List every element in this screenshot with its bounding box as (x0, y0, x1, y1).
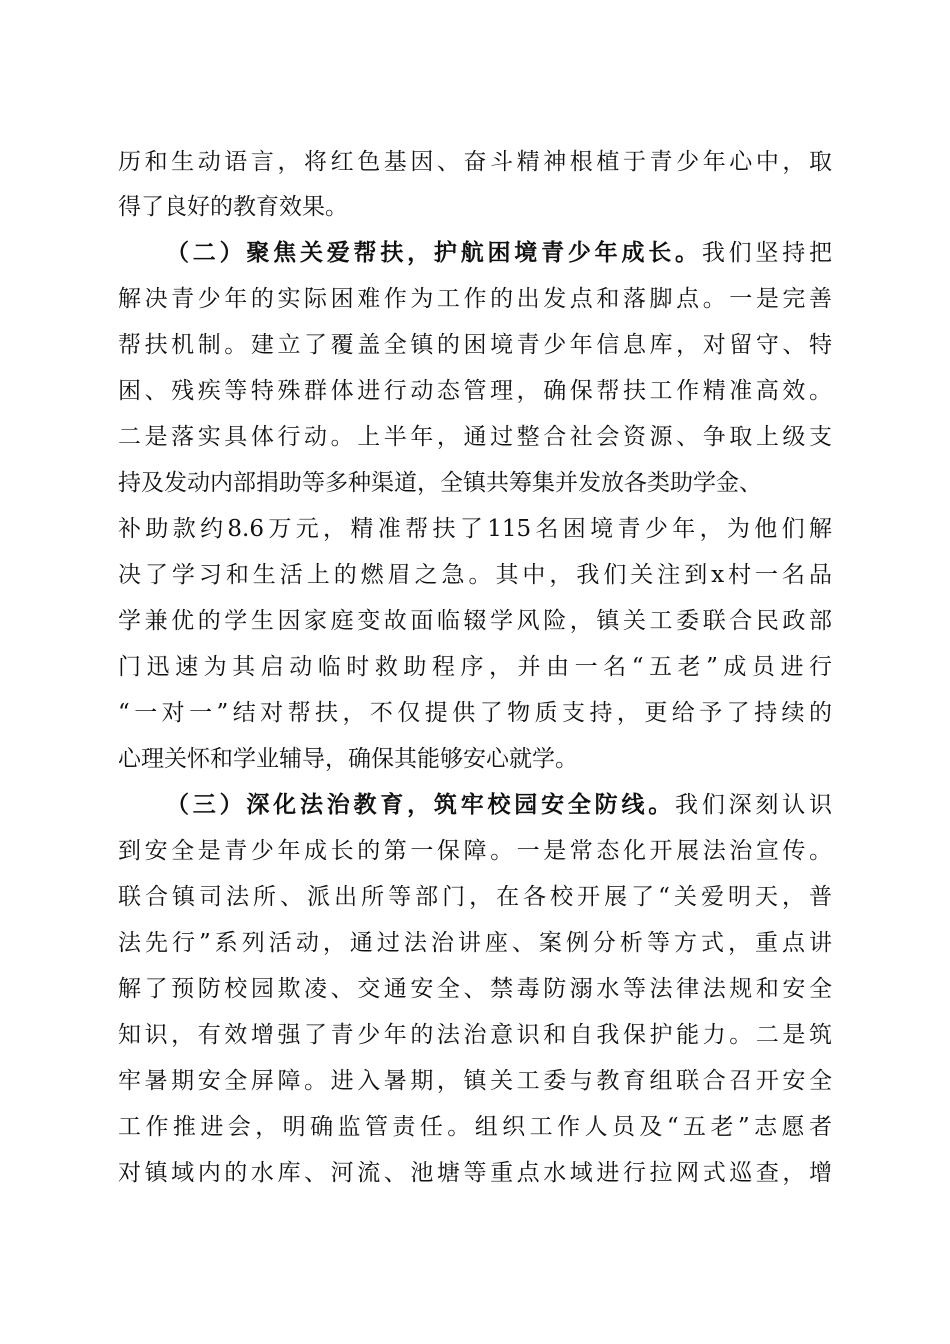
text-line: 心理关怀和学业辅导，确保其能够安心就学。 (118, 746, 578, 772)
text-line: 决了学习和生活上的燃眉之急。其中，我们关注到x村一名品 (118, 562, 832, 588)
text-line: “一对一”结对帮扶，不仅提供了物质支持，更给予了持续的 (118, 700, 832, 726)
text-line: 得了良好的教育效果。 (118, 194, 348, 220)
text-line: 困、残疾等特殊群体进行动态管理，确保帮扶工作精准高效。 (118, 378, 832, 404)
text-line: 解了预防校园欺凌、交通安全、禁毒防溺水等法律法规和安全 (118, 976, 832, 1002)
paragraph-first-line (166, 785, 832, 825)
text-line: 对镇域内的水库、河流、池塘等重点水域进行拉网式巡查，增 (118, 1160, 832, 1186)
section-heading: （三）深化法治教育，筑牢校园安全防线。 (166, 791, 676, 818)
text-line: 知识，有效增强了青少年的法治意识和自我保护能力。二是筑 (118, 1022, 832, 1048)
text-line: 解决青少年的实际困难作为工作的出发点和落脚点。一是完善 (118, 286, 832, 312)
text-line: 到安全是青少年成长的第一保障。一是常态化开展法治宣传。 (118, 838, 832, 864)
text-line: 工作推进会，明确监管责任。组织工作人员及“五老”志愿者 (118, 1114, 832, 1140)
text-line: 学兼优的学生因家庭变故面临辍学风险，镇关工委联合民政部 (118, 608, 832, 634)
text-line: 联合镇司法所、派出所等部门，在各校开展了“关爱明天，普 (118, 884, 832, 910)
text-line: 帮扶机制。建立了覆盖全镇的困境青少年信息库，对留守、特 (118, 332, 832, 358)
text-line: 历和生动语言，将红色基因、奋斗精神根植于青少年心中，取 (118, 149, 832, 175)
text-fragment: 我们坚持把 (701, 240, 832, 266)
text-line: 法先行”系列活动，通过法治讲座、案例分析等方式，重点讲 (118, 930, 832, 956)
text-fragment: 我们深刻认识 (675, 792, 832, 818)
text-line: 持及发动内部捐助等多种渠道，全镇共筹集并发放各类助学金、 (118, 470, 762, 496)
text-line: 牢暑期安全屏障。进入暑期，镇关工委与教育组联合召开安全 (118, 1068, 832, 1094)
text-line: 补助款约8.6万元，精准帮扶了115名困境青少年，为他们解 (118, 516, 832, 542)
paragraph-first-line (166, 233, 832, 273)
text-line: 门迅速为其启动临时救助程序，并由一名“五老”成员进行 (118, 654, 832, 680)
text-line: 二是落实具体行动。上半年，通过整合社会资源、争取上级支 (118, 424, 832, 450)
section-heading: （二）聚焦关爱帮扶，护航困境青少年成长。 (166, 239, 702, 266)
